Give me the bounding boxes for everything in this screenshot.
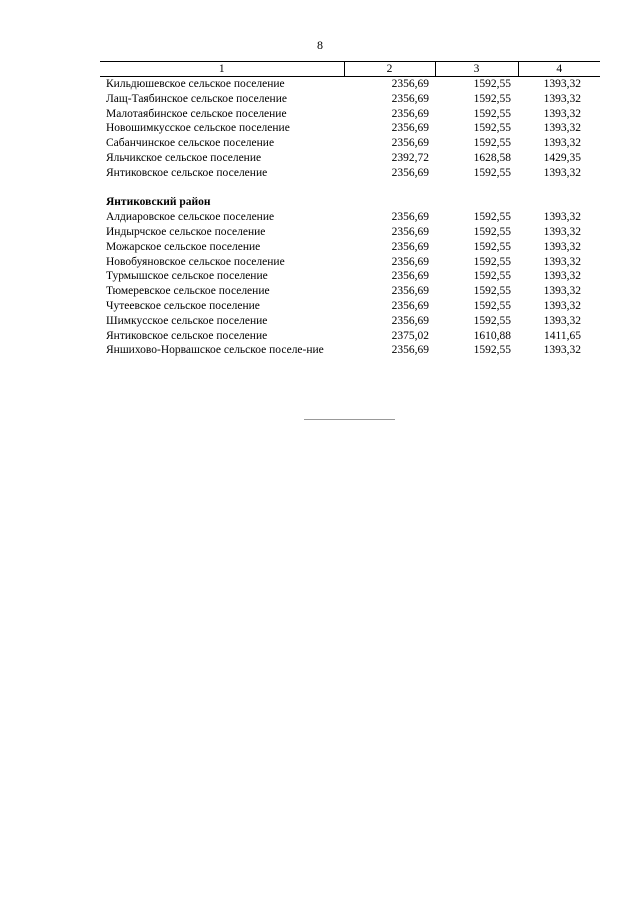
value-col-4: 1393,32 — [543, 255, 581, 268]
table-header-row — [100, 62, 600, 77]
table-row — [100, 269, 600, 284]
settlement-name: Тюмеревское сельское поселение — [106, 285, 270, 298]
value-col-2: 2356,69 — [391, 344, 429, 357]
value-col-2: 2356,69 — [391, 240, 429, 253]
value-col-3: 1592,55 — [473, 299, 511, 312]
settlement-name: Алдиаровское сельское поселение — [106, 211, 275, 224]
end-divider-line — [304, 419, 395, 420]
settlement-name: Яльчикское сельское поселение — [106, 151, 262, 164]
value-col-2: 2356,69 — [391, 285, 429, 298]
value-col-3: 1628,58 — [473, 151, 511, 164]
value-col-4: 1393,32 — [543, 240, 581, 253]
value-col-2: 2356,69 — [391, 122, 429, 135]
value-col-4: 1393,32 — [543, 166, 581, 179]
table-row — [100, 284, 600, 299]
value-col-4: 1393,32 — [543, 122, 581, 135]
value-col-2: 2356,69 — [391, 314, 429, 327]
value-col-2: 2356,69 — [391, 166, 429, 179]
value-col-3: 1592,55 — [473, 285, 511, 298]
section-header-row — [100, 195, 600, 210]
value-col-4: 1393,32 — [543, 78, 581, 90]
value-col-3: 1592,55 — [473, 270, 511, 283]
settlement-name: Чутеевское сельское поселение — [106, 299, 260, 312]
table-row — [100, 343, 600, 358]
settlement-name: Малотаябинское сельское поселение — [106, 107, 287, 120]
settlement-name: Турмышское сельское поселение — [106, 270, 268, 283]
column-header-1: 1 — [100, 62, 344, 77]
page-number: 8 — [317, 38, 323, 52]
value-col-4: 1393,32 — [543, 225, 581, 238]
value-col-3: 1592,55 — [473, 78, 511, 90]
value-col-3: 1592,55 — [473, 166, 511, 179]
settlement-name: Янтиковское сельское поселение — [106, 329, 268, 342]
settlement-name: Новобуяновское сельское поселение — [106, 255, 285, 268]
table-row — [100, 151, 600, 166]
section-title: Янтиковский район — [106, 196, 211, 209]
table-row — [100, 299, 600, 314]
value-col-2: 2375,02 — [391, 329, 429, 342]
settlement-name: Шимкусское сельское поселение — [106, 314, 268, 327]
value-col-4: 1393,32 — [543, 107, 581, 120]
value-col-4: 1393,32 — [543, 211, 581, 224]
value-col-2: 2356,69 — [391, 92, 429, 105]
table-row — [100, 92, 600, 107]
value-col-3: 1592,55 — [473, 107, 511, 120]
settlement-name: Можарское сельское поселение — [106, 240, 261, 253]
value-col-2: 2356,69 — [391, 299, 429, 312]
column-header-4: 4 — [518, 62, 600, 77]
value-col-3: 1592,55 — [473, 344, 511, 357]
settlement-name: Яншихово-Норвашское сельское поселе-ние — [106, 344, 324, 357]
value-col-4: 1393,32 — [543, 137, 581, 150]
table-row — [100, 255, 600, 270]
column-header-2: 2 — [344, 62, 435, 77]
table-row — [100, 210, 600, 225]
settlement-name: Индырчское сельское поселение — [106, 225, 266, 238]
spacer-row — [100, 181, 600, 196]
table-row — [100, 329, 600, 344]
value-col-4: 1429,35 — [543, 151, 581, 164]
value-col-3: 1592,55 — [473, 225, 511, 238]
value-col-3: 1592,55 — [473, 92, 511, 105]
value-col-4: 1393,32 — [543, 299, 581, 312]
table-row — [100, 314, 600, 329]
value-col-2: 2356,69 — [391, 225, 429, 238]
value-col-4: 1411,65 — [544, 329, 581, 342]
table-row — [100, 136, 600, 151]
table-row — [100, 225, 600, 240]
table-row — [100, 77, 600, 92]
value-col-4: 1393,32 — [543, 344, 581, 357]
data-table — [100, 61, 600, 358]
column-header-3: 3 — [435, 62, 518, 77]
value-col-2: 2356,69 — [391, 211, 429, 224]
value-col-3: 1592,55 — [473, 240, 511, 253]
value-col-4: 1393,32 — [543, 270, 581, 283]
value-col-3: 1610,88 — [473, 329, 511, 342]
value-col-2: 2356,69 — [391, 78, 429, 90]
value-col-3: 1592,55 — [473, 122, 511, 135]
value-col-3: 1592,55 — [473, 255, 511, 268]
value-col-4: 1393,32 — [543, 314, 581, 327]
settlement-name: Новошимкусское сельское поселение — [106, 122, 290, 135]
settlement-name: Лащ-Таябинское сельское поселение — [106, 92, 287, 105]
value-col-2: 2356,69 — [391, 270, 429, 283]
value-col-4: 1393,32 — [543, 92, 581, 105]
settlement-name: Кильдюшевское сельское поселение — [106, 78, 285, 90]
value-col-3: 1592,55 — [473, 211, 511, 224]
value-col-3: 1592,55 — [473, 314, 511, 327]
settlement-name: Сабанчинское сельское поселение — [106, 137, 275, 150]
value-col-2: 2392,72 — [391, 151, 429, 164]
value-col-2: 2356,69 — [391, 255, 429, 268]
table-row — [100, 121, 600, 136]
value-col-3: 1592,55 — [473, 137, 511, 150]
value-col-2: 2356,69 — [391, 137, 429, 150]
settlement-name: Янтиковское сельское поселение — [106, 166, 268, 179]
spacer-cell — [100, 181, 600, 196]
table-row — [100, 166, 600, 181]
table-row — [100, 107, 600, 122]
table-row — [100, 240, 600, 255]
value-col-2: 2356,69 — [391, 107, 429, 120]
value-col-4: 1393,32 — [543, 285, 581, 298]
